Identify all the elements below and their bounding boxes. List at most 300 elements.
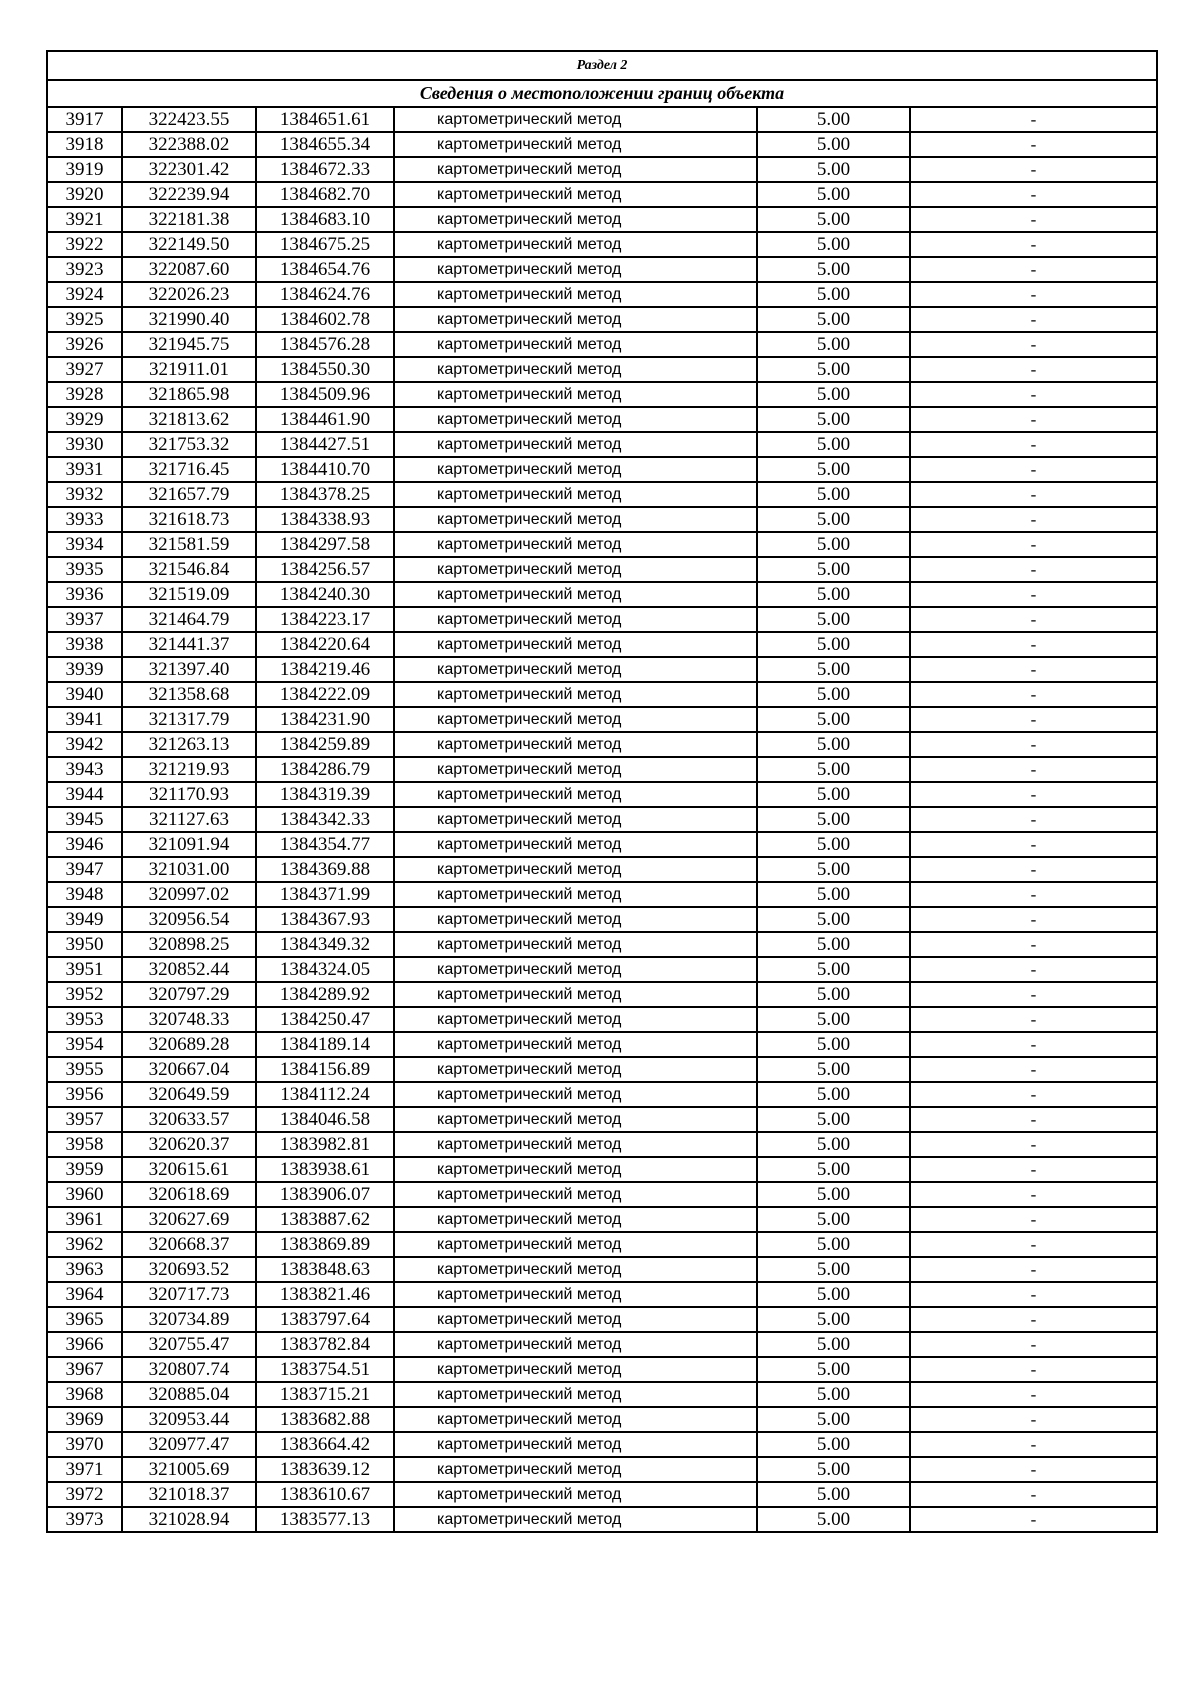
method-cell: картометрический метод	[394, 1482, 757, 1507]
accuracy-cell: 5.00	[757, 107, 910, 132]
point-number-cell: 3922	[47, 232, 122, 257]
point-number-cell: 3964	[47, 1282, 122, 1307]
y-coordinate-cell: 1384220.64	[256, 632, 394, 657]
y-coordinate-cell: 1384256.57	[256, 557, 394, 582]
method-cell: картометрический метод	[394, 1507, 757, 1532]
table-row	[47, 532, 1157, 557]
y-coordinate-cell: 1384427.51	[256, 432, 394, 457]
method-cell: картометрический метод	[394, 382, 757, 407]
method-cell: картометрический метод	[394, 757, 757, 782]
y-coordinate-cell: 1383887.62	[256, 1207, 394, 1232]
table-row	[47, 1107, 1157, 1132]
y-coordinate-cell: 1384286.79	[256, 757, 394, 782]
table-body	[47, 51, 1157, 1532]
x-coordinate-cell: 321865.98	[122, 382, 256, 407]
point-number-cell: 3938	[47, 632, 122, 657]
accuracy-cell: 5.00	[757, 732, 910, 757]
method-cell: картометрический метод	[394, 1207, 757, 1232]
accuracy-cell: 5.00	[757, 957, 910, 982]
x-coordinate-cell: 320689.28	[122, 1032, 256, 1057]
point-number-cell: 3923	[47, 257, 122, 282]
point-number-cell: 3959	[47, 1157, 122, 1182]
x-coordinate-cell: 321657.79	[122, 482, 256, 507]
description-cell: -	[910, 957, 1157, 982]
description-cell: -	[910, 732, 1157, 757]
y-coordinate-cell: 1384112.24	[256, 1082, 394, 1107]
point-number-cell: 3941	[47, 707, 122, 732]
method-cell: картометрический метод	[394, 557, 757, 582]
point-number-cell: 3954	[47, 1032, 122, 1057]
method-cell: картометрический метод	[394, 307, 757, 332]
point-number-cell: 3936	[47, 582, 122, 607]
method-cell: картометрический метод	[394, 732, 757, 757]
x-coordinate-cell: 321546.84	[122, 557, 256, 582]
accuracy-cell: 5.00	[757, 207, 910, 232]
table-row	[47, 1282, 1157, 1307]
description-cell: -	[910, 407, 1157, 432]
accuracy-cell: 5.00	[757, 482, 910, 507]
y-coordinate-cell: 1383869.89	[256, 1232, 394, 1257]
table-row	[47, 1257, 1157, 1282]
accuracy-cell: 5.00	[757, 382, 910, 407]
point-number-cell: 3961	[47, 1207, 122, 1232]
table-row	[47, 1082, 1157, 1107]
method-cell: картометрический метод	[394, 632, 757, 657]
y-coordinate-cell: 1384369.88	[256, 857, 394, 882]
method-cell: картометрический метод	[394, 1107, 757, 1132]
method-cell: картометрический метод	[394, 1307, 757, 1332]
description-cell: -	[910, 1357, 1157, 1382]
point-number-cell: 3932	[47, 482, 122, 507]
description-cell: -	[910, 1182, 1157, 1207]
table-row	[47, 1507, 1157, 1532]
y-coordinate-cell: 1383639.12	[256, 1457, 394, 1482]
table-title: Сведения о местоположении границ объекта	[47, 80, 1157, 107]
description-cell: -	[910, 282, 1157, 307]
x-coordinate-cell: 321813.62	[122, 407, 256, 432]
y-coordinate-cell: 1384651.61	[256, 107, 394, 132]
method-cell: картометрический метод	[394, 1157, 757, 1182]
description-cell: -	[910, 132, 1157, 157]
accuracy-cell: 5.00	[757, 1032, 910, 1057]
y-coordinate-cell: 1384655.34	[256, 132, 394, 157]
accuracy-cell: 5.00	[757, 532, 910, 557]
description-cell: -	[910, 757, 1157, 782]
accuracy-cell: 5.00	[757, 1107, 910, 1132]
table-row	[47, 757, 1157, 782]
x-coordinate-cell: 321091.94	[122, 832, 256, 857]
method-cell: картометрический метод	[394, 882, 757, 907]
description-cell: -	[910, 1032, 1157, 1057]
y-coordinate-cell: 1383664.42	[256, 1432, 394, 1457]
x-coordinate-cell: 321127.63	[122, 807, 256, 832]
accuracy-cell: 5.00	[757, 1307, 910, 1332]
table-row	[47, 732, 1157, 757]
description-cell: -	[910, 782, 1157, 807]
point-number-cell: 3933	[47, 507, 122, 532]
table-row	[47, 207, 1157, 232]
x-coordinate-cell: 321317.79	[122, 707, 256, 732]
method-cell: картометрический метод	[394, 282, 757, 307]
accuracy-cell: 5.00	[757, 357, 910, 382]
point-number-cell: 3970	[47, 1432, 122, 1457]
point-number-cell: 3929	[47, 407, 122, 432]
x-coordinate-cell: 320668.37	[122, 1232, 256, 1257]
x-coordinate-cell: 320627.69	[122, 1207, 256, 1232]
method-cell: картометрический метод	[394, 1282, 757, 1307]
accuracy-cell: 5.00	[757, 632, 910, 657]
point-number-cell: 3946	[47, 832, 122, 857]
y-coordinate-cell: 1383577.13	[256, 1507, 394, 1532]
point-number-cell: 3956	[47, 1082, 122, 1107]
y-coordinate-cell: 1383797.64	[256, 1307, 394, 1332]
method-cell: картометрический метод	[394, 182, 757, 207]
description-cell: -	[910, 1232, 1157, 1257]
x-coordinate-cell: 320618.69	[122, 1182, 256, 1207]
accuracy-cell: 5.00	[757, 1082, 910, 1107]
description-cell: -	[910, 1132, 1157, 1157]
description-cell: -	[910, 982, 1157, 1007]
y-coordinate-cell: 1384371.99	[256, 882, 394, 907]
method-cell: картометрический метод	[394, 1182, 757, 1207]
table-row	[47, 832, 1157, 857]
description-cell: -	[910, 357, 1157, 382]
x-coordinate-cell: 320953.44	[122, 1407, 256, 1432]
x-coordinate-cell: 320956.54	[122, 907, 256, 932]
section-label: Раздел 2	[47, 51, 1157, 80]
accuracy-cell: 5.00	[757, 1457, 910, 1482]
description-cell: -	[910, 1057, 1157, 1082]
accuracy-cell: 5.00	[757, 232, 910, 257]
table-row	[47, 332, 1157, 357]
y-coordinate-cell: 1383754.51	[256, 1357, 394, 1382]
description-cell: -	[910, 832, 1157, 857]
table-row	[47, 1007, 1157, 1032]
accuracy-cell: 5.00	[757, 1432, 910, 1457]
table-row	[47, 1182, 1157, 1207]
y-coordinate-cell: 1384672.33	[256, 157, 394, 182]
x-coordinate-cell: 320633.57	[122, 1107, 256, 1132]
method-cell: картометрический метод	[394, 157, 757, 182]
description-cell: -	[910, 1382, 1157, 1407]
y-coordinate-cell: 1384624.76	[256, 282, 394, 307]
x-coordinate-cell: 321018.37	[122, 1482, 256, 1507]
x-coordinate-cell: 321581.59	[122, 532, 256, 557]
description-cell: -	[910, 457, 1157, 482]
x-coordinate-cell: 320807.74	[122, 1357, 256, 1382]
table-row	[47, 132, 1157, 157]
accuracy-cell: 5.00	[757, 1257, 910, 1282]
point-number-cell: 3950	[47, 932, 122, 957]
method-cell: картометрический метод	[394, 907, 757, 932]
table-row	[47, 882, 1157, 907]
y-coordinate-cell: 1384675.25	[256, 232, 394, 257]
description-cell: -	[910, 532, 1157, 557]
accuracy-cell: 5.00	[757, 132, 910, 157]
y-coordinate-cell: 1384222.09	[256, 682, 394, 707]
point-number-cell: 3926	[47, 332, 122, 357]
description-cell: -	[910, 507, 1157, 532]
x-coordinate-cell: 321753.32	[122, 432, 256, 457]
accuracy-cell: 5.00	[757, 1007, 910, 1032]
method-cell: картометрический метод	[394, 957, 757, 982]
table-row	[47, 557, 1157, 582]
method-cell: картометрический метод	[394, 232, 757, 257]
accuracy-cell: 5.00	[757, 1157, 910, 1182]
x-coordinate-cell: 322026.23	[122, 282, 256, 307]
x-coordinate-cell: 322087.60	[122, 257, 256, 282]
y-coordinate-cell: 1384289.92	[256, 982, 394, 1007]
table-row	[47, 1407, 1157, 1432]
x-coordinate-cell: 321358.68	[122, 682, 256, 707]
description-cell: -	[910, 182, 1157, 207]
accuracy-cell: 5.00	[757, 857, 910, 882]
x-coordinate-cell: 322301.42	[122, 157, 256, 182]
y-coordinate-cell: 1383906.07	[256, 1182, 394, 1207]
method-cell: картометрический метод	[394, 507, 757, 532]
description-cell: -	[910, 1282, 1157, 1307]
table-row	[47, 1457, 1157, 1482]
description-cell: -	[910, 1257, 1157, 1282]
y-coordinate-cell: 1384550.30	[256, 357, 394, 382]
point-number-cell: 3971	[47, 1457, 122, 1482]
method-cell: картометрический метод	[394, 482, 757, 507]
x-coordinate-cell: 322239.94	[122, 182, 256, 207]
y-coordinate-cell: 1384682.70	[256, 182, 394, 207]
method-cell: картометрический метод	[394, 1132, 757, 1157]
accuracy-cell: 5.00	[757, 582, 910, 607]
table-title-row	[47, 80, 1157, 107]
description-cell: -	[910, 232, 1157, 257]
point-number-cell: 3925	[47, 307, 122, 332]
table-row	[47, 632, 1157, 657]
accuracy-cell: 5.00	[757, 707, 910, 732]
accuracy-cell: 5.00	[757, 457, 910, 482]
point-number-cell: 3939	[47, 657, 122, 682]
y-coordinate-cell: 1384223.17	[256, 607, 394, 632]
method-cell: картометрический метод	[394, 807, 757, 832]
method-cell: картометрический метод	[394, 1457, 757, 1482]
table-row	[47, 1482, 1157, 1507]
accuracy-cell: 5.00	[757, 1182, 910, 1207]
description-cell: -	[910, 1207, 1157, 1232]
point-number-cell: 3927	[47, 357, 122, 382]
method-cell: картометрический метод	[394, 607, 757, 632]
accuracy-cell: 5.00	[757, 932, 910, 957]
method-cell: картометрический метод	[394, 832, 757, 857]
table-row	[47, 282, 1157, 307]
accuracy-cell: 5.00	[757, 1232, 910, 1257]
x-coordinate-cell: 320797.29	[122, 982, 256, 1007]
table-row	[47, 1307, 1157, 1332]
x-coordinate-cell: 321263.13	[122, 732, 256, 757]
accuracy-cell: 5.00	[757, 1382, 910, 1407]
y-coordinate-cell: 1384354.77	[256, 832, 394, 857]
table-row	[47, 807, 1157, 832]
y-coordinate-cell: 1384367.93	[256, 907, 394, 932]
point-number-cell: 3969	[47, 1407, 122, 1432]
method-cell: картометрический метод	[394, 1332, 757, 1357]
accuracy-cell: 5.00	[757, 282, 910, 307]
x-coordinate-cell: 321031.00	[122, 857, 256, 882]
accuracy-cell: 5.00	[757, 1357, 910, 1382]
accuracy-cell: 5.00	[757, 1332, 910, 1357]
x-coordinate-cell: 322388.02	[122, 132, 256, 157]
x-coordinate-cell: 321219.93	[122, 757, 256, 782]
table-row	[47, 1232, 1157, 1257]
method-cell: картометрический метод	[394, 582, 757, 607]
table-row	[47, 1057, 1157, 1082]
description-cell: -	[910, 932, 1157, 957]
x-coordinate-cell: 320615.61	[122, 1157, 256, 1182]
table-row	[47, 1032, 1157, 1057]
y-coordinate-cell: 1384338.93	[256, 507, 394, 532]
accuracy-cell: 5.00	[757, 807, 910, 832]
x-coordinate-cell: 320997.02	[122, 882, 256, 907]
description-cell: -	[910, 107, 1157, 132]
description-cell: -	[910, 857, 1157, 882]
table-row	[47, 232, 1157, 257]
description-cell: -	[910, 682, 1157, 707]
description-cell: -	[910, 1157, 1157, 1182]
x-coordinate-cell: 321397.40	[122, 657, 256, 682]
point-number-cell: 3930	[47, 432, 122, 457]
table-row	[47, 1207, 1157, 1232]
y-coordinate-cell: 1384297.58	[256, 532, 394, 557]
accuracy-cell: 5.00	[757, 1507, 910, 1532]
y-coordinate-cell: 1384654.76	[256, 257, 394, 282]
description-cell: -	[910, 1457, 1157, 1482]
description-cell: -	[910, 1407, 1157, 1432]
x-coordinate-cell: 321990.40	[122, 307, 256, 332]
point-number-cell: 3967	[47, 1357, 122, 1382]
method-cell: картометрический метод	[394, 107, 757, 132]
point-number-cell: 3968	[47, 1382, 122, 1407]
table-row	[47, 307, 1157, 332]
table-row	[47, 607, 1157, 632]
method-cell: картометрический метод	[394, 1057, 757, 1082]
x-coordinate-cell: 321618.73	[122, 507, 256, 532]
method-cell: картометрический метод	[394, 432, 757, 457]
point-number-cell: 3924	[47, 282, 122, 307]
x-coordinate-cell: 320649.59	[122, 1082, 256, 1107]
description-cell: -	[910, 582, 1157, 607]
method-cell: картометрический метод	[394, 682, 757, 707]
y-coordinate-cell: 1383982.81	[256, 1132, 394, 1157]
point-number-cell: 3962	[47, 1232, 122, 1257]
point-number-cell: 3937	[47, 607, 122, 632]
y-coordinate-cell: 1384046.58	[256, 1107, 394, 1132]
y-coordinate-cell: 1384576.28	[256, 332, 394, 357]
table-row	[47, 1132, 1157, 1157]
point-number-cell: 3953	[47, 1007, 122, 1032]
table-row	[47, 1157, 1157, 1182]
table-row	[47, 1357, 1157, 1382]
description-cell: -	[910, 1332, 1157, 1357]
method-cell: картометрический метод	[394, 1382, 757, 1407]
x-coordinate-cell: 322149.50	[122, 232, 256, 257]
description-cell: -	[910, 432, 1157, 457]
point-number-cell: 3921	[47, 207, 122, 232]
y-coordinate-cell: 1383610.67	[256, 1482, 394, 1507]
y-coordinate-cell: 1383938.61	[256, 1157, 394, 1182]
table-row	[47, 432, 1157, 457]
description-cell: -	[910, 882, 1157, 907]
x-coordinate-cell: 321170.93	[122, 782, 256, 807]
table-row	[47, 682, 1157, 707]
accuracy-cell: 5.00	[757, 1057, 910, 1082]
table-row	[47, 157, 1157, 182]
boundary-coordinates-table	[46, 50, 1158, 1533]
accuracy-cell: 5.00	[757, 1132, 910, 1157]
method-cell: картометрический метод	[394, 407, 757, 432]
accuracy-cell: 5.00	[757, 182, 910, 207]
accuracy-cell: 5.00	[757, 882, 910, 907]
section-header-row	[47, 51, 1157, 80]
x-coordinate-cell: 320620.37	[122, 1132, 256, 1157]
description-cell: -	[910, 907, 1157, 932]
accuracy-cell: 5.00	[757, 607, 910, 632]
description-cell: -	[910, 707, 1157, 732]
y-coordinate-cell: 1384250.47	[256, 1007, 394, 1032]
table-row	[47, 407, 1157, 432]
table-row	[47, 382, 1157, 407]
table-row	[47, 257, 1157, 282]
point-number-cell: 3934	[47, 532, 122, 557]
x-coordinate-cell: 322423.55	[122, 107, 256, 132]
accuracy-cell: 5.00	[757, 782, 910, 807]
y-coordinate-cell: 1383848.63	[256, 1257, 394, 1282]
description-cell: -	[910, 482, 1157, 507]
y-coordinate-cell: 1384189.14	[256, 1032, 394, 1057]
point-number-cell: 3973	[47, 1507, 122, 1532]
method-cell: картометрический метод	[394, 932, 757, 957]
description-cell: -	[910, 382, 1157, 407]
x-coordinate-cell: 321716.45	[122, 457, 256, 482]
method-cell: картометрический метод	[394, 1407, 757, 1432]
method-cell: картометрический метод	[394, 457, 757, 482]
y-coordinate-cell: 1384461.90	[256, 407, 394, 432]
description-cell: -	[910, 257, 1157, 282]
table-row	[47, 782, 1157, 807]
method-cell: картометрический метод	[394, 257, 757, 282]
point-number-cell: 3951	[47, 957, 122, 982]
accuracy-cell: 5.00	[757, 432, 910, 457]
x-coordinate-cell: 320693.52	[122, 1257, 256, 1282]
table-row	[47, 507, 1157, 532]
point-number-cell: 3920	[47, 182, 122, 207]
accuracy-cell: 5.00	[757, 157, 910, 182]
x-coordinate-cell: 320717.73	[122, 1282, 256, 1307]
y-coordinate-cell: 1384410.70	[256, 457, 394, 482]
accuracy-cell: 5.00	[757, 307, 910, 332]
table-row	[47, 182, 1157, 207]
table-row	[47, 657, 1157, 682]
y-coordinate-cell: 1384602.78	[256, 307, 394, 332]
table-row	[47, 857, 1157, 882]
point-number-cell: 3917	[47, 107, 122, 132]
x-coordinate-cell: 320667.04	[122, 1057, 256, 1082]
y-coordinate-cell: 1383682.88	[256, 1407, 394, 1432]
x-coordinate-cell: 320748.33	[122, 1007, 256, 1032]
table-row	[47, 357, 1157, 382]
x-coordinate-cell: 321911.01	[122, 357, 256, 382]
description-cell: -	[910, 1432, 1157, 1457]
method-cell: картометрический метод	[394, 1007, 757, 1032]
y-coordinate-cell: 1384319.39	[256, 782, 394, 807]
x-coordinate-cell: 321519.09	[122, 582, 256, 607]
accuracy-cell: 5.00	[757, 507, 910, 532]
